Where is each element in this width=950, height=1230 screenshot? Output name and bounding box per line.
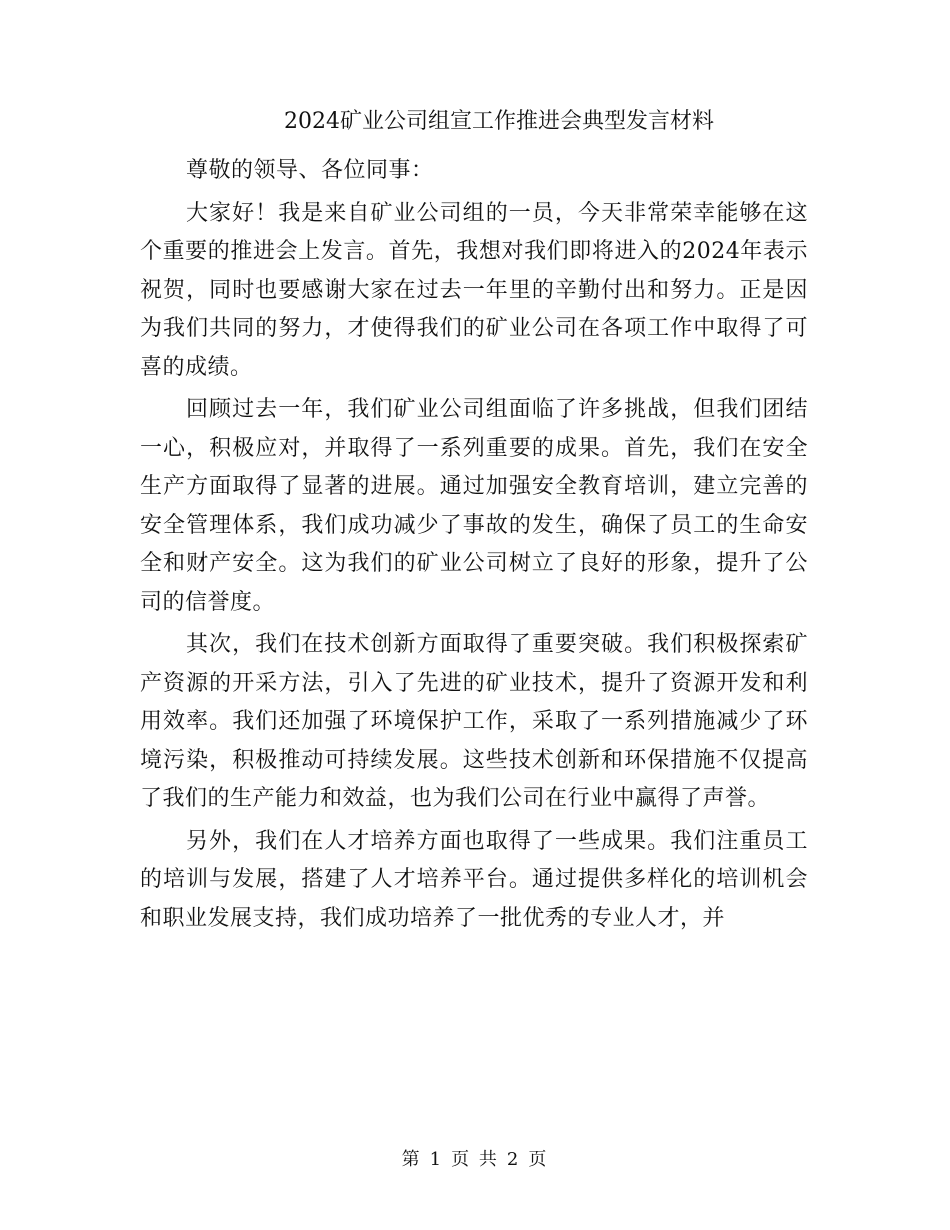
page-label-suffix: 页 [528, 1149, 549, 1170]
page-number-footer [0, 1148, 950, 1172]
body-paragraph: 回顾过去一年，我们矿业公司组面临了许多挑战，但我们团结一心，积极应对，并取得了一系列重要的成果。首先，我们在安全生产方面取得了显著的进展。通过加强安全教育培训，建立完善的安全管理体系，我们成功减少了事故的发生，确保了员工的生命安全和财产安全。这为我们的矿业公司树立了良好的形象，提升了公司的信誉度。 [140, 397, 808, 615]
document-title: 2024矿业公司组宣工作推进会典型发言材料 [284, 109, 714, 134]
current-page-number: 1 [429, 1149, 444, 1170]
page-label-mid: 页 共 [451, 1149, 499, 1170]
body-paragraph: 其次，我们在技术创新方面取得了重要突破。我们积极探索矿产资源的开采方法，引入了先进的矿业技术，提升了资源开发和利用效率。我们还加强了环境保护工作，采取了一系列措施减少了环境污染，积极推动可持续发展。这些技术创新和环保措施不仅提高了我们的生产能力和效益，也为我们公司在行业中赢得了声誉。 [140, 632, 808, 811]
total-pages-number: 2 [506, 1149, 521, 1170]
document-body [140, 152, 808, 942]
salutation-paragraph: 尊敬的领导、各位同事： [186, 158, 434, 183]
body-paragraph: 另外，我们在人才培养方面也取得了一些成果。我们注重员工的培训与发展，搭建了人才培养平台。通过提供多样化的培训机会和职业发展支持，我们成功培养了一批优秀的专业人才，并 [140, 828, 808, 931]
body-paragraph: 大家好！我是来自矿业公司组的一员，今天非常荣幸能够在这个重要的推进会上发言。首先，我想对我们即将进入的2024年表示祝贺，同时也要感谢大家在过去一年里的辛勤付出和努力。正是因为我们共同的努力，才使得我们的矿业公司在各项工作中取得了可喜的成绩。 [140, 200, 808, 380]
page-label-prefix: 第 [401, 1149, 422, 1170]
